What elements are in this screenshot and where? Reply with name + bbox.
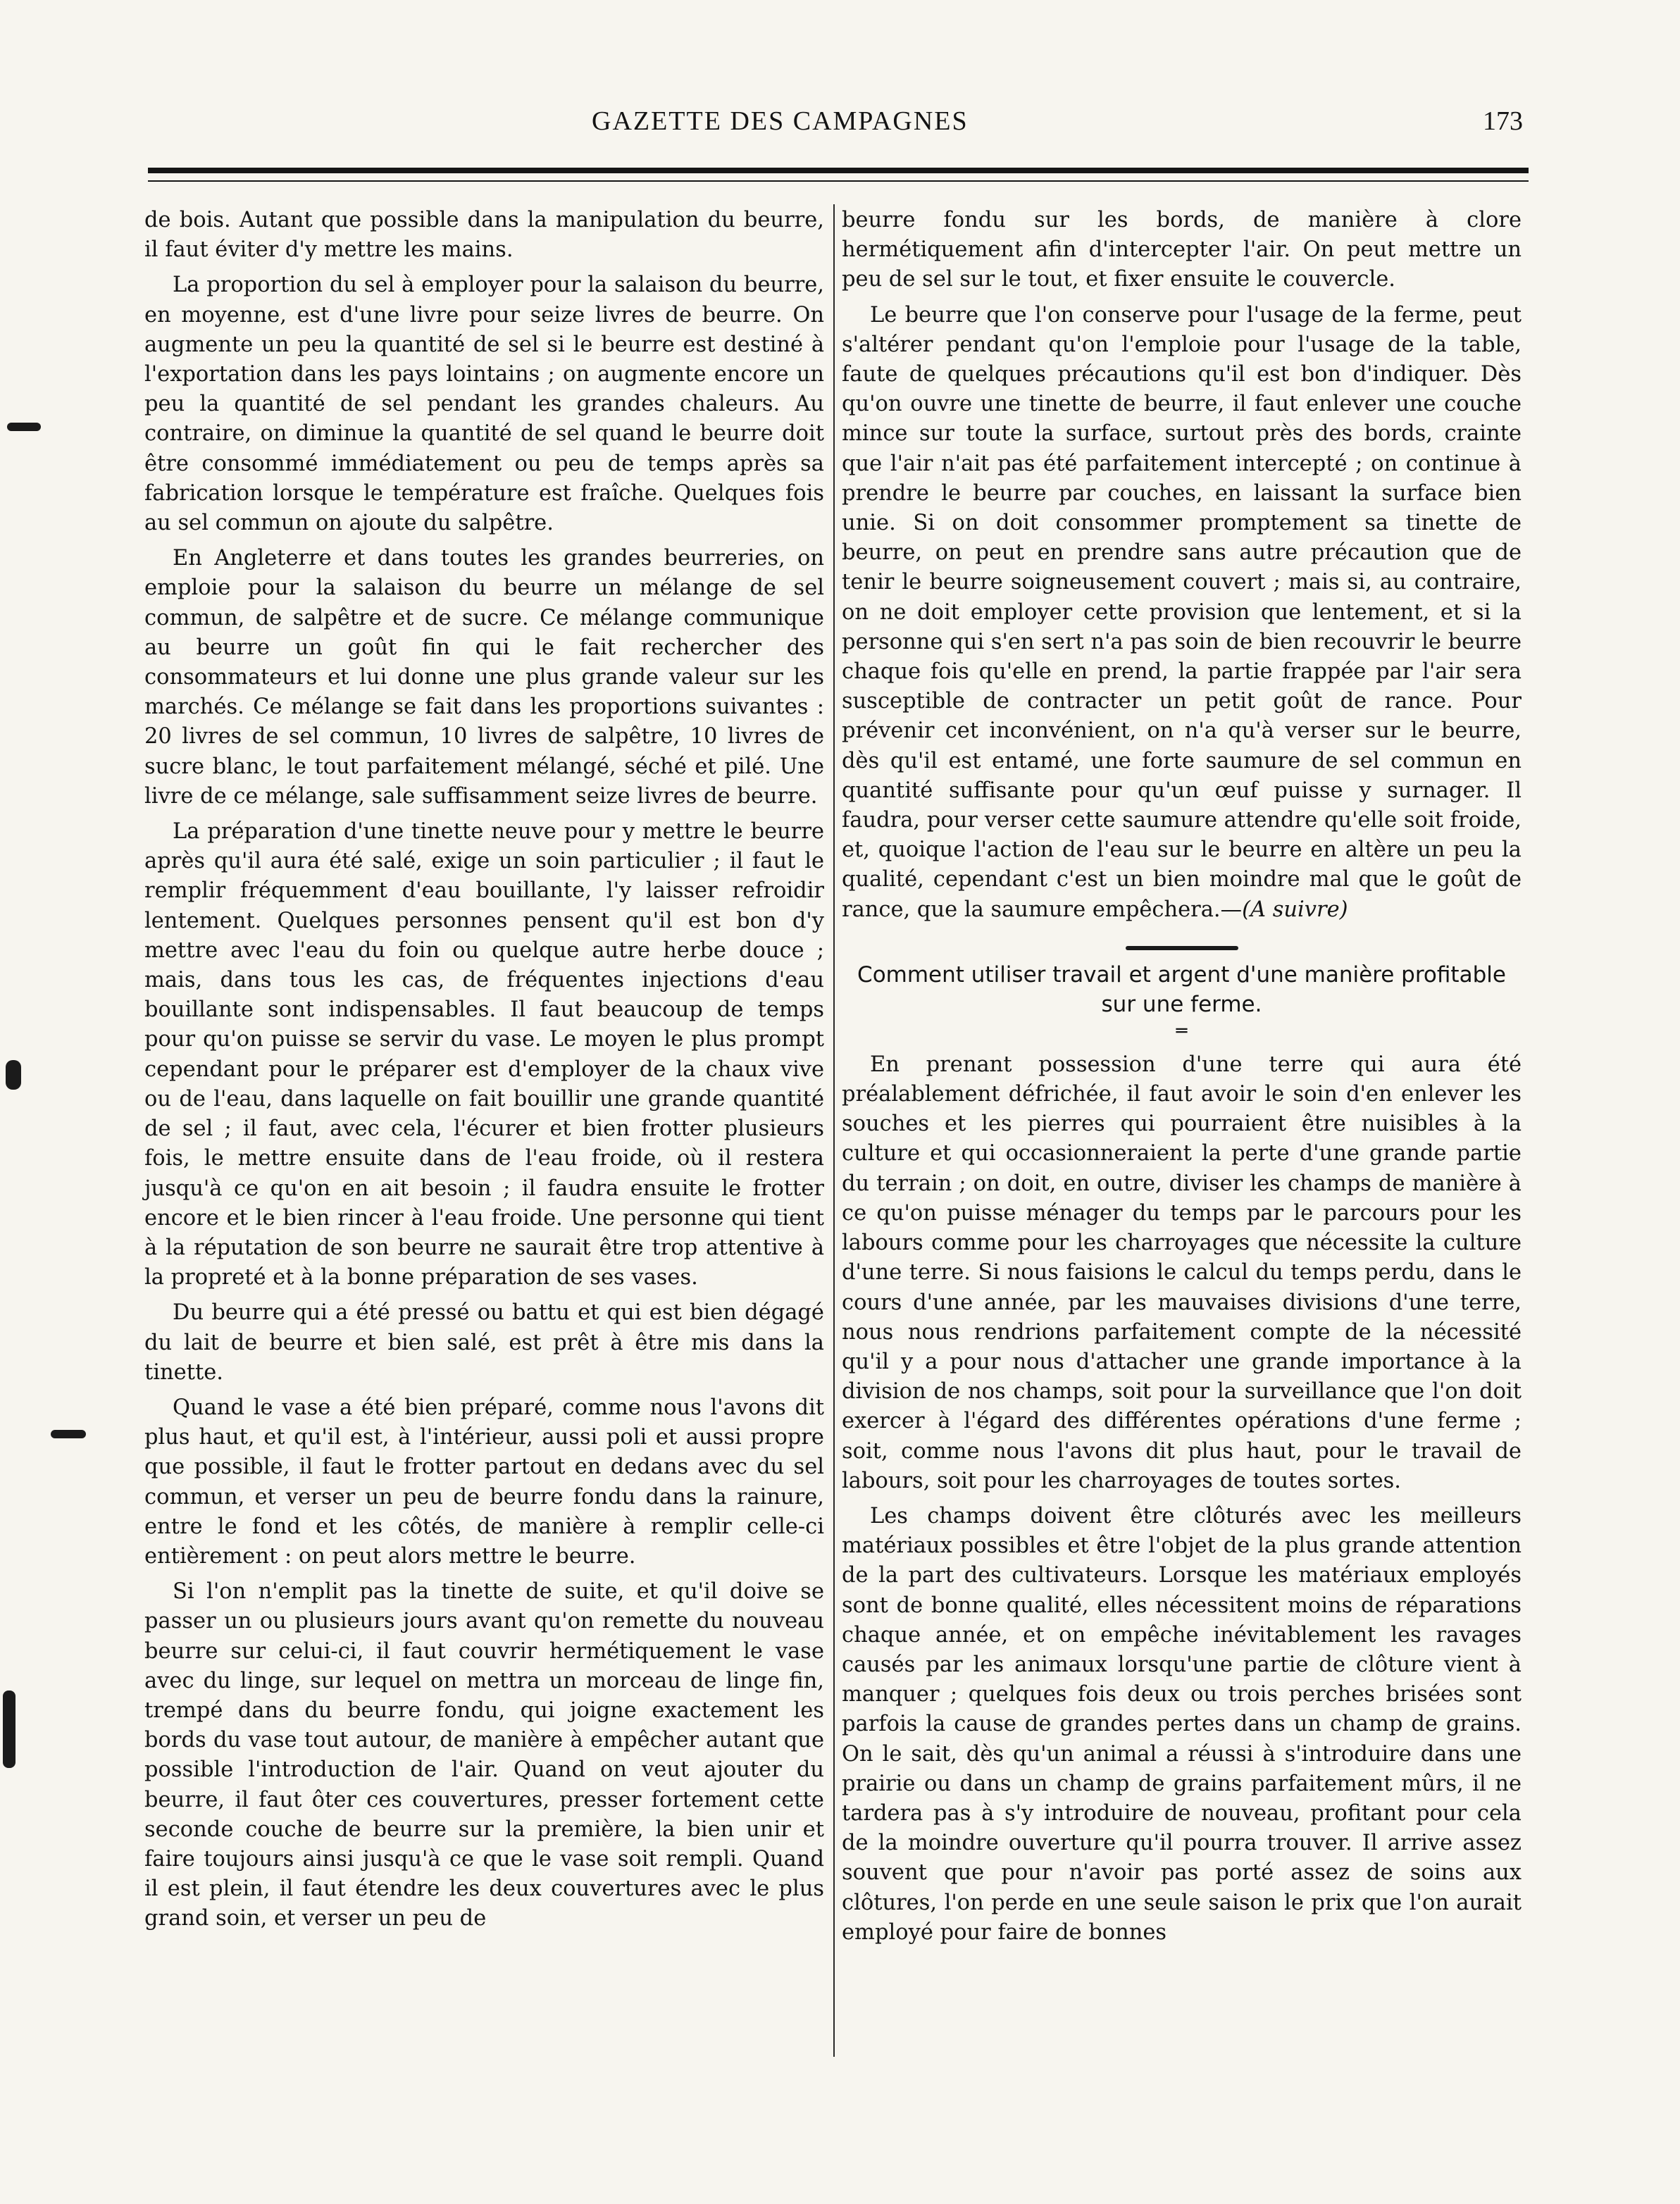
header-rule-thin [148, 180, 1529, 182]
margin-smudge [7, 423, 41, 431]
left-paragraph-4: La préparation d'une tinette neuve pour y mettre le beurre après qu'il aura été salé, exige un soin particulier ; il faut le remplir fréquemment d'eau bouillante, l'y laisser refroidir lentement. Quelques personnes pensent qu'il est bon d'y mettre avec l'eau du foin ou quelque autre herbe douce ; mais, dans tous les cas, de fréquentes injections d'eau bouillante sont indispensables. Il faut beaucoup de temps pour qu'on puisse se servir du vase. Le moyen le plus prompt cependant pour le préparer est d'employer de la chaux vive ou de l'eau, dans laquelle on fait bouillir une grande quantité de sel ; il faut, avec cela, l'écurer et bien frotter plusieurs fois, le mettre ensuite dans de l'eau froide, où il restera jusqu'à ce qu'on en ait besoin ; il faudra ensuite le frotter encore et le bien rincer à l'eau froide. Une personne qui tient à la réputation de son beurre ne saurait être trop attentive à la propreté et à la bonne préparation de ses vases. [144, 819, 824, 1290]
section-heading: Comment utiliser travail et argent d'une manière profitable sur une ferme. [857, 961, 1506, 1017]
running-header-title: GAZETTE DES CAMPAGNES [592, 106, 969, 136]
margin-smudge [51, 1430, 86, 1438]
margin-smudge [6, 1060, 21, 1090]
left-paragraph-7: Si l'on n'emplit pas la tinette de suite, et qu'il doive se passer un ou plusieurs jours avant qu'on remette du nouveau beurre sur celui-ci, il faut couvrir hermétiquement le vase avec du linge, sur lequel on mettra un morceau de linge fin, trempé dans du beurre fondu, qui joigne exactement les bords du vase tout autour, de manière à empêcher autant que possible l'introduction de l'air. Quand on veut ajouter du beurre, il faut ôter ces couvertures, presser fortement cette seconde couche de beurre sur la première, la bien unir et faire toujours ainsi jusqu'à ce que le vase soit rempli. Quand il est plein, il faut étendre les deux couvertures avec le plus grand soin, et verser un peu de [144, 1579, 824, 1931]
heading-ornament: ═ [1176, 1020, 1188, 1042]
right-paragraph-2-text: Le beurre que l'on conserve pour l'usage de la ferme, peut s'altérer pendant qu'on l'emploie pour l'usage de la table, faute de quelques précautions qu'il est bon d'indiquer. Dès qu'on ouvre une tinette de beurre, il faut enlever une couche mince sur toute la surface, surtout près des bords, crainte que l'air n'ait pas été parfaitement intercepté ; on continue à prendre le beurre par couches, en laissant la surface bien unie. Si on doit consommer promptement sa tinette de beurre, on peut en prendre sans autre précaution que de tenir le beurre soigneusement couvert ; mais si, au contraire, on ne doit employer cette provision que lentement, et si la personne qui s'en sert n'a pas soin de bien recouvrir le beurre chaque fois qu'elle en prend, la partie frappée par l'air sera susceptible de contracter un petit goût de rance. Pour prévenir cet inconvénient, on n'a qu'à verser sur le beurre, dès qu'il est entamé, une forte saumure de sel commun en quantité suffisante pour qu'un œuf puisse y surnager. Il faudra, pour verser cette saumure attendre qu'elle soit froide, et, quoique l'action de l'eau sur le beurre en altère un peu la qualité, cependant c'est un bien moindre mal que le goût de rance, que la saumure empêchera.— [842, 302, 1522, 922]
right-paragraph-2 [842, 301, 1522, 925]
left-column [144, 206, 824, 1934]
left-paragraph-1: de bois. Autant que possible dans la manipulation du beurre, il faut éviter d'y mettre les mains. [144, 208, 824, 263]
header-rule-thick [148, 168, 1529, 173]
right-paragraph-4: Les champs doivent être clôturés avec les meilleurs matériaux possibles et être l'objet de la plus grande attention de la part des cultivateurs. Lorsque les matériaux employés sont de bonne qualité, elles nécessitent moins de réparations chaque année, et on empêche inévitablement les ravages causés par les animaux lorsqu'une partie de clôture vient à manquer ; quelques fois deux ou trois perches brisées sont parfois la cause de grandes pertes dans un champ de grains. On le sait, dès qu'un animal a réussi à s'introduire dans une prairie ou dans un champ de grains parfaitement mûrs, il ne tardera pas à s'y introduire de nouveau, profitant pour cela de la moindre ouverture qu'il pourra trouver. Il arrive assez souvent que pour n'avoir pas porté assez de soins aux clôtures, l'on perde en une seule saison le prix que l'on aurait employé pour faire de bonnes [842, 1503, 1522, 1945]
left-paragraph-2: La proportion du sel à employer pour la salaison du beurre, en moyenne, est d'une livre pour seize livres de beurre. On augmente un peu la quantité de sel si le beurre est destiné à l'exportation dans les pays lointains ; on augmente encore un peu la quantité de sel pendant les grandes chaleurs. Au contraire, on diminue la quantité de sel quand le beurre doit être consommé immédiatement ou peu de temps après sa fabrication lorsque le température est fraîche. Quelques fois au sel commun on ajoute du salpêtre. [144, 273, 824, 536]
left-paragraph-6: Quand le vase a été bien préparé, comme nous l'avons dit plus haut, et qu'il est, à l'intérieur, aussi poli et aussi propre que possible, il faut le frotter partout en dedans avec du sel commun, et verser un peu de beurre fondu dans la rainure, entre le fond et les côtés, de manière à remplir celle-ci entièrement : on peut alors mettre le beurre. [144, 1395, 824, 1569]
section-separator-rule [1126, 946, 1238, 950]
right-column [842, 206, 1522, 1948]
to-be-continued-note: (A suivre) [1242, 897, 1348, 922]
left-paragraph-3: En Angleterre et dans toutes les grandes beurreries, on emploie pour la salaison du beurre un mélange de sel commun, de salpêtre et de sucre. Ce mélange communique au beurre un goût fin qui le fait rechercher des consommateurs et lui donne une plus grande valeur sur les marchés. Ce mélange se fait dans les proportions suivantes : 20 livres de sel commun, 10 livres de salpêtre, 10 livres de sucre blanc, le tout parfaitement mélangé, séché et pilé. Une livre de ce mélange, sale suffisamment seize livres de beurre. [144, 546, 824, 809]
right-paragraph-3: En prenant possession d'une terre qui aura été préalablement défrichée, il faut avoir le soin d'en enlever les souches et les pierres qui pourraient être nuisibles à la culture et qui occasionneraient la perte d'une grande partie du terrain ; on doit, en outre, diviser les champs de manière à ce qu'on puisse ménager du temps par le parcours pour les labours comme pour les charroyages que nécessite la culture d'une terre. Si nous faisions le calcul du temps perdu, dans le cours d'une année, par les mauvaises divisions d'une terre, nous nous rendrions parfaitement compte de la nécessité qu'il y a pour nous d'attacher une grande importance à la division de nos champs, soit pour la surveillance que l'on doit exercer à l'égard des différentes opérations d'une ferme ; soit, comme nous l'avons dit plus haut, pour le travail de labours, soit pour les charroyages de toutes sortes. [842, 1052, 1522, 1493]
left-paragraph-5: Du beurre qui a été pressé ou battu et qui est bien dégagé du lait de beurre et bien salé, est prêt à être mis dans la tinette. [144, 1300, 824, 1385]
column-divider [833, 204, 835, 2057]
page-number: 173 [1483, 106, 1523, 136]
margin-smudge [3, 1691, 15, 1768]
right-paragraph-1: beurre fondu sur les bords, de manière à clore hermétiquement afin d'intercepter l'air. On peut mettre un peu de sel sur le tout, et fixer ensuite le couvercle. [842, 208, 1522, 292]
